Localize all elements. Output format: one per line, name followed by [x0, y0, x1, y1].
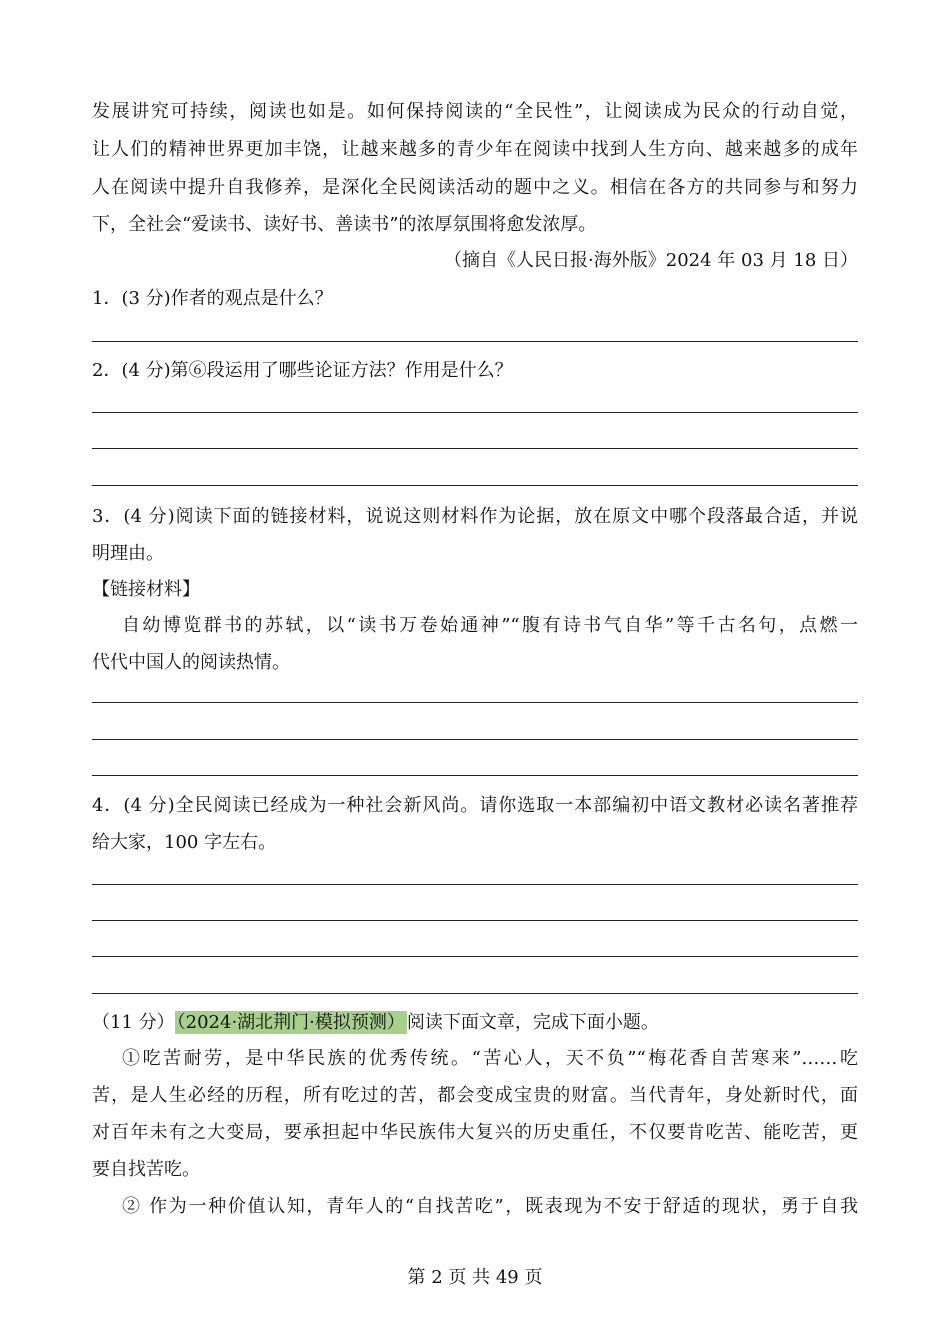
section-header	[92, 1011, 858, 1035]
answer-line[interactable]	[92, 920, 858, 921]
answer-line[interactable]	[92, 956, 858, 957]
article-line-5: ② 作为一种价值认知，青年人的“自找苦吃”，既表现为不安于舒适的现状，勇于自我	[122, 1196, 858, 1217]
article-line-2: 苦，是人生必经的历程，所有吃过的苦，都会变成宝贵的财富。当代青年，身处新时代，面	[92, 1085, 858, 1106]
source-citation: （摘自《人民日报·海外版》2024 年 03 月 18 日）	[444, 250, 858, 271]
answer-line[interactable]	[92, 412, 858, 413]
answer-line[interactable]	[92, 739, 858, 740]
link-material-title: 【链接材料】	[92, 579, 200, 600]
question-3-line-2: 明理由。	[92, 543, 164, 564]
answer-line[interactable]	[92, 341, 858, 342]
link-material-line-1: 自幼博览群书的苏轼，以“读书万卷始通神”“腹有诗书气自华”等千古名句，点燃一	[122, 615, 858, 636]
section-score: （11 分）	[92, 1012, 175, 1033]
passage-line-3: 人在阅读中提升自我修养，是深化全民阅读活动的题中之义。相信在各方的共同参与和努力	[92, 177, 858, 198]
page-footer: 第 2 页 共 49 页	[407, 1267, 543, 1288]
passage-line-4: 下，全社会“爱读书、读好书、善读书”的浓厚氛围将愈发浓厚。	[92, 214, 597, 235]
source-tag-highlight: （2024·湖北荆门·模拟预测）	[176, 1012, 405, 1033]
question-4-line-2: 给大家，100 字左右。	[92, 832, 277, 853]
passage-line-2: 让人们的精神世界更加丰饶，让越来越多的青少年在阅读中找到人生方向、越来越多的成年	[92, 139, 858, 160]
section-instruction: 阅读下面文章，完成下面小题。	[406, 1012, 659, 1033]
passage-line-1: 发展讲究可持续，阅读也如是。如何保持阅读的“全民性”，让阅读成为民众的行动自觉，	[92, 101, 858, 122]
answer-line[interactable]	[92, 884, 858, 885]
question-3-line-1: 3．(4 分)阅读下面的链接材料，说说这则材料作为论据，放在原文中哪个段落最合适，并说	[92, 506, 858, 527]
article-line-1: ①吃苦耐劳，是中华民族的优秀传统。“苦心人，天不负”“梅花香自苦寒来”……吃	[122, 1048, 858, 1069]
link-material-line-2: 代代中国人的阅读热情。	[92, 652, 290, 673]
question-1: 1．(3 分)作者的观点是什么？	[92, 288, 333, 309]
article-line-3: 对百年未有之大变局，要承担起中华民族伟大复兴的历史重任，不仅要肯吃苦、能吃苦，更	[92, 1122, 858, 1143]
article-line-4: 要自找苦吃。	[92, 1159, 200, 1180]
answer-line[interactable]	[92, 448, 858, 449]
answer-line[interactable]	[92, 775, 858, 776]
question-2: 2．(4 分)第⑥段运用了哪些论证方法？作用是什么？	[92, 360, 513, 381]
answer-line[interactable]	[92, 702, 858, 703]
question-4-line-1: 4．(4 分)全民阅读已经成为一种社会新风尚。请你选取一本部编初中语文教材必读名著推荐	[92, 795, 858, 816]
answer-line[interactable]	[92, 993, 858, 994]
document-page	[92, 0, 858, 1344]
answer-line[interactable]	[92, 485, 858, 486]
